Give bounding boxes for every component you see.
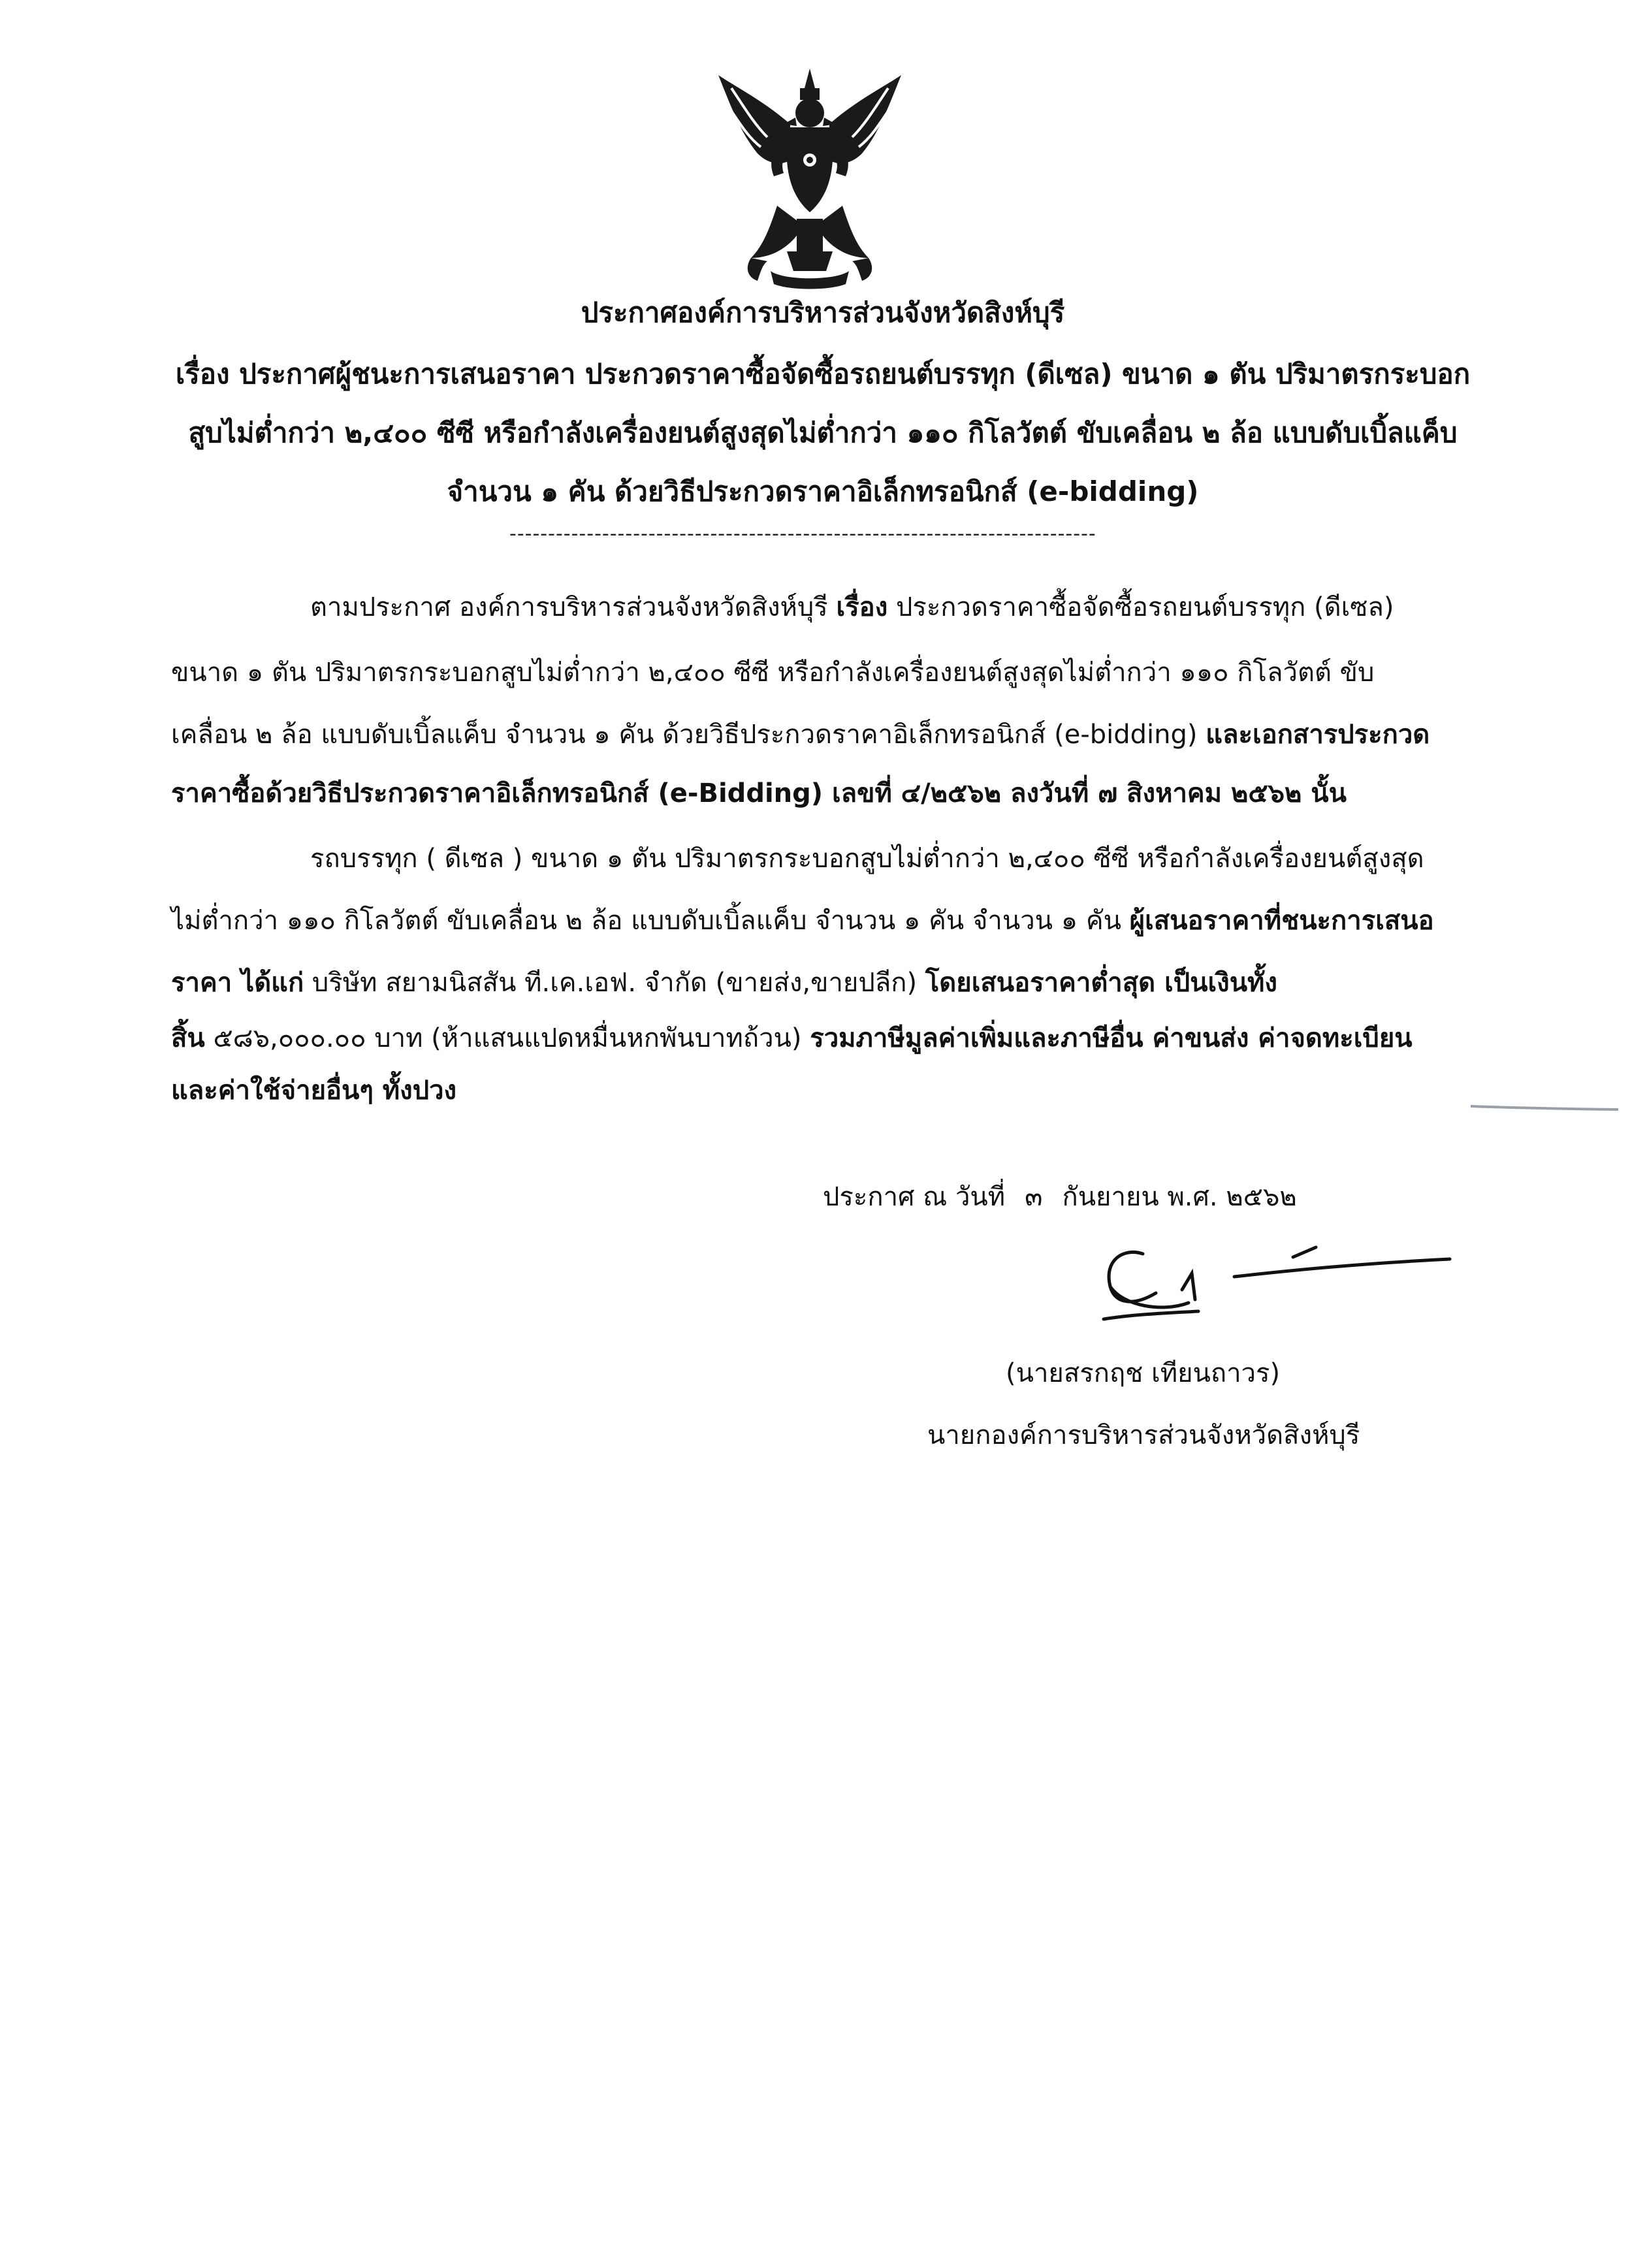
para1-line3 [171,715,1430,754]
scan-mark [1469,1104,1620,1111]
para1-line1-text-c: ประกวดราคาซื้อจัดซื้อรถยนต์บรรทุก (ดีเซล) [887,592,1394,622]
para2-line3-text-b: บริษัท สยามนิสสัน ที.เค.เอฟ. จำกัด (ขายส่ง,ขายปลีก) [304,968,925,998]
para2-line2 [171,901,1434,940]
para2-line3 [171,963,1277,1002]
para2-line4-text-c: รวมภาษีมูลค่าเพิ่มและภาษีอื่น ค่าขนส่ง ค่าจดทะเบียน [810,1023,1413,1053]
para2-line4-text-a: สิ้น [171,1023,205,1053]
para1-line1-subject-word: เรื่อง [836,592,888,622]
para1-line3-text-b: และเอกสารประกวด [1206,720,1430,750]
para2-line5-text-a: และค่าใช้จ่ายอื่นๆ [171,1076,374,1106]
signer-name: (นายสรกฤช เทียนถาวร) [1006,1358,1281,1388]
para2-line3-text-a: ราคา ได้แก่ [171,968,304,998]
date-month-year: กันยายน พ.ศ. ๒๕๖๒ [1062,1182,1297,1212]
para1-line3-text-a: เคลื่อน ๒ ล้อ แบบดับเบิ้ลแค็บ จำนวน ๑ คัน ด้วยวิธีประกวดราคาอิเล็กทรอนิกส์ (e-bidding) [171,720,1206,750]
document-title: ประกาศองค์การบริหารส่วนจังหวัดสิงห์บุรี [581,296,1065,328]
para1-line1-text-a: ตามประกาศ องค์การบริหารส่วนจังหวัดสิงห์บุรี [310,592,837,622]
subject-line-3: จำนวน ๑ คัน ด้วยวิธีประกวดราคาอิเล็กทรอนิกส์ (e-bidding) [447,475,1199,507]
para2-line5-text-b: ทั้งปวง [373,1076,457,1106]
para2-line1: รถบรรทุก ( ดีเซล ) ขนาด ๑ ตัน ปริมาตรกระบอกสูบไม่ต่ำกว่า ๒,๔๐๐ ซีซี หรือกำลังเครื่องยนต์สูงสุด [310,844,1424,874]
para2-line2-text-a: ไม่ต่ำกว่า ๑๑๐ กิโลวัตต์ ขับเคลื่อน ๒ ล้อ แบบดับเบิ้ลแค็บ จำนวน ๑ คัน จำนวน ๑ คัน [171,906,1130,936]
date-day: ๓ [1025,1182,1043,1212]
announcement-date [823,1175,1317,1217]
para1-line4: ราคาซื้อด้วยวิธีประกวดราคาอิเล็กทรอนิกส์ (e-Bidding) เลขที่ ๔/๒๕๖๒ ลงวันที่ ๗ สิงหาคม ๒๕๖๒ นั้น [171,778,1347,808]
garuda-emblem-icon [712,62,908,297]
subject-line-1: เรื่อง ประกาศผู้ชนะการเสนอราคา ประกวดราคาซื้อจัดซื้อรถยนต์บรรทุก (ดีเซล) ขนาด ๑ ตัน ปริมาตรกระบอก [175,358,1471,390]
para2-line5 [171,1071,456,1110]
para1-line2: ขนาด ๑ ตัน ปริมาตรกระบอกสูบไม่ต่ำกว่า ๒,๔๐๐ ซีซี หรือกำลังเครื่องยนต์สูงสุดไม่ต่ำกว่า ๑๑๐ กิโลวัตต์ ขับ [171,658,1375,688]
para2-line4-text-b: ๕๘๖,๐๐๐.๐๐ บาท (ห้าแสนแปดหมื่นหกพันบาทถ้วน) [204,1023,810,1053]
signer-position: นายกองค์การบริหารส่วนจังหวัดสิงห์บุรี [927,1420,1360,1450]
para2-line4 [171,1019,1413,1058]
signature-icon [1084,1228,1476,1332]
subject-line-2: สูบไม่ต่ำกว่า ๒,๔๐๐ ซีซี หรือกำลังเครื่องยนต์สูงสุดไม่ต่ำกว่า ๑๑๐ กิโลวัตต์ ขับเคลื่อน ๒ ล้อ แบบดับเบิ้ลแค็บ [188,417,1458,449]
para2-line3-text-c: โดยเสนอราคาต่ำสุด เป็นเงินทั้ง [925,968,1277,998]
title-divider: ---------------------------------------------------------------------------- [509,522,1096,545]
para1-line1 [310,588,1394,627]
date-prefix: ประกาศ ณ วันที่ [823,1182,1006,1212]
para2-line2-text-b: ผู้เสนอราคาที่ชนะการเสนอ [1129,906,1434,936]
